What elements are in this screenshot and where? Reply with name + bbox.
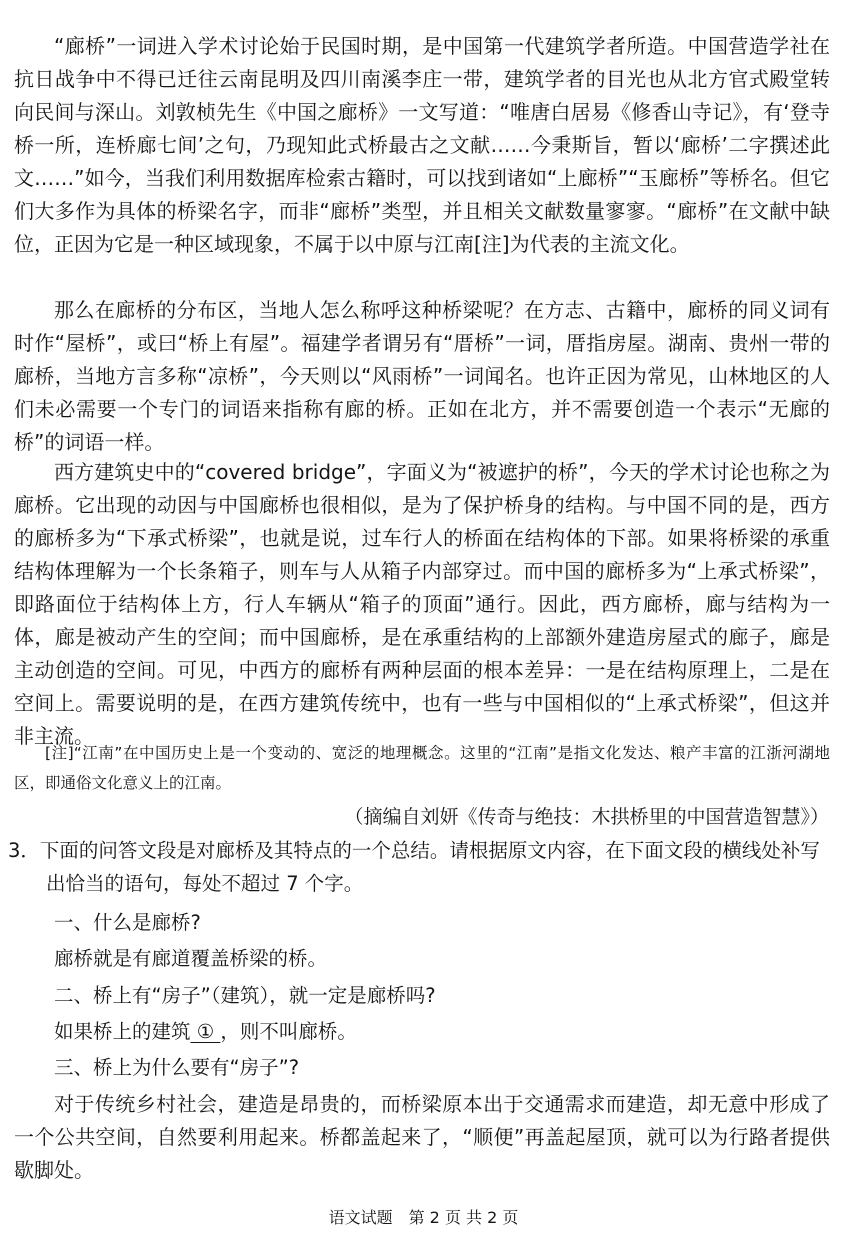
answer-2-text-after: ，则不叫廊桥。 <box>220 1020 357 1043</box>
passage-paragraph-3: 西方建筑史中的“covered bridge”，字面义为“被遮护的桥”，今天的学术讨论也称之为廊桥。它出现的动因与中国廊桥也很相似，是为了保护桥身的结构。与中国不同的是，西方的廊桥多为“下承式桥梁”，也就是说，过车行人的桥面在结构体的下部。如果将桥梁的承重结构体理解为一个长条箱子，则车与人从箱子内部穿过。而中国的廊桥多为“上承式桥梁”，即路面位于结构体上方，行人车辆从“箱子的顶面”通行。因此，西方廊桥，廊与结构为一体，廊是被动产生的空间；而中国廊桥，是在承重结构的上部额外建造房屋式的廊子，廊是主动创造的空间。可见，中西方的廊桥有两种层面的根本差异：一是在结构原理上，二是在空间上。需要说明的是，在西方建筑传统中，也有一些与中国相似的“上承式桥梁”，但这并非主流。 <box>14 460 830 748</box>
blank-1[interactable]: ① <box>190 1020 221 1043</box>
passage-paragraph-2: 那么在廊桥的分布区，当地人怎么称呼这种桥梁呢？在方志、古籍中，廊桥的同义词有时作“屋桥”，或曰“桥上有屋”。福建学者谓另有“厝桥”一词，厝指房屋。湖南、贵州一带的廊桥，当地方言多称“凉桥”，今天则以“风雨桥”一词闻名。也许正因为常见，山林地区的人们未必需要一个专门的词语来指称有廊的桥。正如在北方，并不需要创造一个表示“无廊的桥”的词语一样。 <box>14 298 830 454</box>
answer-2-text-before: 如果桥上的建筑 <box>54 1020 191 1043</box>
question-heading-3: 三、桥上为什么要有“房子”? <box>54 1056 300 1079</box>
answer-1: 廊桥就是有廊道覆盖桥梁的桥。 <box>54 947 328 970</box>
question-3-prompt: 3．下面的问答文段是对廊桥及其特点的一个总结。请根据原文内容，在下面文段的横线处补写出恰当的语句，每处不超过 7 个字。 <box>8 839 820 895</box>
footnote: [注]“江南”在中国历史上是一个变动的、宽泛的地理概念。这里的“江南”是指文化发达、粮产丰富的江浙河湖地区，即通俗文化意义上的江南。 <box>14 744 830 792</box>
page-footer: 语文试题 第 2 页 共 2 页 <box>328 1208 519 1227</box>
answer-3: 对于传统乡村社会，建造是昂贵的，而桥梁原本出于交通需求而建造，却无意中形成了一个公共空间，自然要利用起来。桥都盖起来了，“顺便”再盖起屋顶，就可以为行路者提供歇脚处。 <box>14 1092 830 1182</box>
question-heading-2: 二、桥上有“房子”（建筑），就一定是廊桥吗? <box>54 984 436 1007</box>
source-citation: （摘编自刘妍《传奇与绝技：木拱桥里的中国营造智慧》） <box>344 806 829 828</box>
answer-2 <box>54 1017 830 1047</box>
question-heading-1: 一、什么是廊桥? <box>54 911 201 934</box>
passage-paragraph-1: “廊桥”一词进入学术讨论始于民国时期，是中国第一代建筑学者所造。中国营造学社在抗日战争中不得已迁往云南昆明及四川南溪李庄一带，建筑学者的目光也从北方官式殿堂转向民间与深山。刘敦桢先生《中国之廊桥》一文写道：“唯唐白居易《修香山寺记》，有‘登寺桥一所，连桥廊七间’之句，乃现知此式桥最古之文献……今秉斯旨，暂以‘廊桥’二字撰述此文……”如今，当我们利用数据库检索古籍时，可以找到诸如“上廊桥”“玉廊桥”等桥名。但它们大多作为具体的桥梁名字，而非“廊桥”类型，并且相关文献数量寥寥。“廊桥”在文献中缺位，正因为它是一种区域现象，不属于以中原与江南[注]为代表的主流文化。 <box>14 34 830 256</box>
